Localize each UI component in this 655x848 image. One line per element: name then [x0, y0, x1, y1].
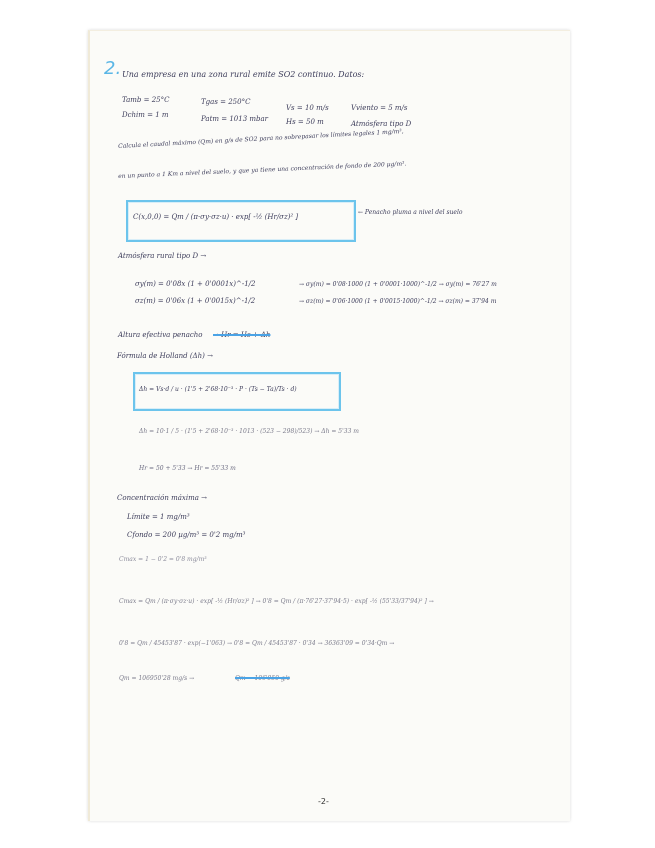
qm-result-strike: Qm = 106'950 g/s	[235, 675, 290, 682]
formula-note: ← Penacho pluma a nivel del suelo	[358, 209, 463, 216]
limite: Límite = 1 mg/m³	[127, 513, 190, 521]
sigma-z-formula: σz(m) = 0'06x (1 + 0'0015x)^-1/2	[135, 297, 256, 305]
altura-expr: → Hr = Hs + Δh	[213, 331, 271, 339]
task-line-1: Calcula el caudal máximo (Qm) en g/s de SO2 para no sobrepasar los límites legales 1 mg/m³,	[118, 128, 404, 150]
conc-title: Concentración máxima →	[117, 494, 207, 502]
formula-box-1	[126, 200, 356, 242]
data-atmos: Atmósfera tipo D	[351, 120, 412, 128]
data-tgas: Tgas = 250°C	[201, 98, 251, 106]
sigma-y-formula: σy(m) = 0'08x (1 + 0'0001x)^-1/2	[135, 280, 256, 288]
cfondo: Cfondo = 200 µg/m³ = 0'2 mg/m³	[127, 531, 246, 539]
hr-calc: Hr = 50 + 5'33 → Hr = 55'33 m	[139, 465, 236, 472]
qm-result: Qm = 106950'28 mg/s →	[119, 675, 195, 682]
sigma-y-calc: → σy(m) = 0'08·1000 (1 + 0'0001·1000)^-1/2 → σy(m) = 76'27 m	[299, 281, 497, 288]
problem-number: 2.	[104, 58, 122, 79]
cmax: Cmax = 1 − 0'2 = 0'8 mg/m³	[119, 556, 207, 563]
page-number: -2-	[318, 797, 329, 806]
holland-formula: Δh = Vs·d / u · (1'5 + 2'68·10⁻³ · P · (Ts − Ta)/Ts · d)	[139, 386, 297, 393]
data-patm: Patm = 1013 mbar	[201, 115, 269, 123]
sigma-z-calc: → σz(m) = 0'06·1000 (1 + 0'0015·1000)^-1/2 → σz(m) = 37'94 m	[299, 298, 497, 305]
holland-title: Fórmula de Holland (Δh) →	[117, 352, 213, 360]
atmos-title: Atmósfera rural tipo D →	[118, 252, 207, 260]
problem-statement: Una empresa en una zona rural emite SO2 continuo. Datos:	[122, 70, 365, 79]
cmax-step2: 0'8 = Qm / 45453'87 · exp(−1'063) → 0'8 = Qm / 45453'87 · 0'34 → 36363'09 = 0'34·Qm →	[119, 640, 395, 647]
altura-title: Altura efectiva penacho	[118, 331, 203, 339]
cmax-formula: Cmax = Qm / (π·σy·σz·u) · exp[ -½ (Hr/σz)² ] → 0'8 = Qm / (π·76'27·37'94·5) · exp[ -½ (55'33/37'94)² ] →	[119, 598, 434, 605]
task-line-2: en un punto a 1 Km a nivel del suelo, y que ya tiene una concentración de fondo de 200 µg/m³.	[118, 160, 407, 180]
data-hs: Hs = 50 m	[286, 118, 324, 126]
data-vs: Vs = 10 m/s	[286, 104, 329, 112]
notebook-page	[88, 30, 570, 821]
data-tamb: Tamb = 25°C	[122, 96, 170, 104]
data-vviento: Vviento = 5 m/s	[351, 104, 408, 112]
holland-calc: Δh = 10·1 / 5 · (1'5 + 2'68·10⁻³ · 1013 · (523 − 298)/523) → Δh = 5'33 m	[139, 428, 359, 435]
formula-gaussian: C(x,0,0) = Qm / (π·σy·σz·u) · exp[ -½ (Hr/σz)² ]	[133, 213, 299, 221]
data-dchim: Dchim = 1 m	[122, 111, 169, 119]
